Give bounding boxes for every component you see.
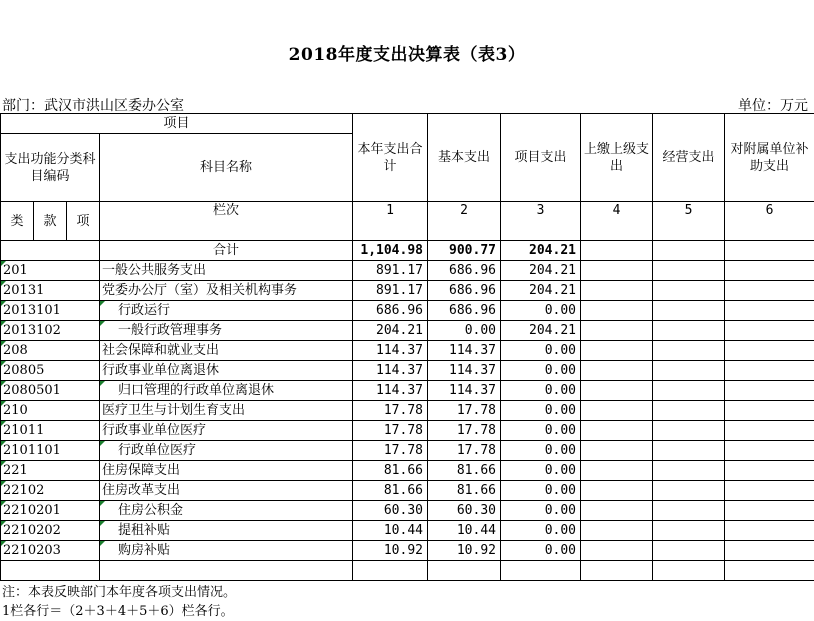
row-c6	[725, 401, 814, 421]
table-row	[1, 541, 814, 561]
row-code: 20131	[1, 281, 100, 301]
row-c4	[581, 501, 653, 521]
row-c1: 81.66	[353, 461, 428, 481]
row-code: 201	[1, 261, 100, 281]
header-subject-name: 科目名称	[100, 134, 353, 202]
row-c4	[581, 521, 653, 541]
row-c2: 17.78	[428, 441, 501, 461]
row-code: 20805	[1, 361, 100, 381]
row-name: 行政事业单位离退休	[100, 361, 353, 381]
row-c6	[725, 441, 814, 461]
row-c5	[653, 361, 725, 381]
row-c4	[581, 361, 653, 381]
row-c4	[581, 321, 653, 341]
row-name: 社会保障和就业支出	[100, 341, 353, 361]
row-c6	[725, 261, 814, 281]
table-row	[1, 281, 814, 301]
row-c2: 17.78	[428, 421, 501, 441]
col-number-1: 1	[353, 202, 428, 241]
row-code: 2013102	[1, 321, 100, 341]
row-c1: 891.17	[353, 261, 428, 281]
row-c4	[581, 281, 653, 301]
row-c4	[581, 441, 653, 461]
row-c6	[725, 321, 814, 341]
row-c2: 114.37	[428, 361, 501, 381]
row-c5	[653, 261, 725, 281]
col-number-5: 5	[653, 202, 725, 241]
row-c3: 0.00	[501, 461, 581, 481]
row-name: 住房保障支出	[100, 461, 353, 481]
row-c5	[653, 281, 725, 301]
row-c3: 0.00	[501, 361, 581, 381]
row-code: 221	[1, 461, 100, 481]
row-c1: 204.21	[353, 321, 428, 341]
row-c6	[725, 521, 814, 541]
row-c1: 114.37	[353, 381, 428, 401]
unit-label: 单位：万元	[738, 95, 808, 115]
notes	[2, 583, 236, 621]
row-c2: 686.96	[428, 261, 501, 281]
row-c1: 10.92	[353, 541, 428, 561]
row-c3: 0.00	[501, 301, 581, 321]
row-code: 21011	[1, 421, 100, 441]
table-row	[1, 521, 814, 541]
row-name: 住房公积金	[100, 501, 353, 521]
table-row	[1, 381, 814, 401]
header-project: 项目	[1, 114, 353, 134]
row-name: 住房改革支出	[100, 481, 353, 501]
row-c6	[725, 301, 814, 321]
note-line-2: 1栏各行＝（2＋3＋4＋5＋6）栏各行。	[2, 602, 236, 621]
col-number-3: 3	[501, 202, 581, 241]
header-col6: 对附属单位补助支出	[725, 114, 814, 202]
row-c3: 0.00	[501, 441, 581, 461]
row-c1: 60.30	[353, 501, 428, 521]
row-c5	[653, 441, 725, 461]
row-c1: 114.37	[353, 361, 428, 381]
row-c4	[581, 421, 653, 441]
row-c6	[725, 361, 814, 381]
row-c2: 81.66	[428, 481, 501, 501]
row-c5	[653, 321, 725, 341]
table-row	[1, 361, 814, 381]
row-c4	[581, 301, 653, 321]
row-code: 2210203	[1, 541, 100, 561]
header-lei: 类	[1, 202, 34, 241]
table-row	[1, 261, 814, 281]
row-c6	[725, 461, 814, 481]
row-name: 党委办公厅（室）及相关机构事务	[100, 281, 353, 301]
row-name: 一般公共服务支出	[100, 261, 353, 281]
total-c2: 900.77	[428, 241, 501, 261]
table-row	[1, 461, 814, 481]
row-c1: 81.66	[353, 481, 428, 501]
row-name: 提租补贴	[100, 521, 353, 541]
row-code: 22102	[1, 481, 100, 501]
row-c3: 204.21	[501, 321, 581, 341]
row-c3: 0.00	[501, 501, 581, 521]
row-name: 行政事业单位医疗	[100, 421, 353, 441]
header-col4: 上缴上级支出	[581, 114, 653, 202]
row-c3: 0.00	[501, 401, 581, 421]
row-c3: 204.21	[501, 281, 581, 301]
row-c4	[581, 541, 653, 561]
row-code: 2210201	[1, 501, 100, 521]
row-c5	[653, 541, 725, 561]
row-c1: 891.17	[353, 281, 428, 301]
row-c2: 17.78	[428, 401, 501, 421]
row-name: 行政单位医疗	[100, 441, 353, 461]
row-c6	[725, 381, 814, 401]
header-kuan: 款	[34, 202, 67, 241]
table-row	[1, 501, 814, 521]
row-c5	[653, 381, 725, 401]
row-c5	[653, 341, 725, 361]
row-c6	[725, 281, 814, 301]
row-name: 一般行政管理事务	[100, 321, 353, 341]
header-col1: 本年支出合计	[353, 114, 428, 202]
row-c2: 0.00	[428, 321, 501, 341]
row-c3: 0.00	[501, 521, 581, 541]
row-code: 2210202	[1, 521, 100, 541]
row-c4	[581, 261, 653, 281]
table-row	[1, 301, 814, 321]
header-xiang: 项	[67, 202, 100, 241]
header-col2: 基本支出	[428, 114, 501, 202]
table-row	[1, 441, 814, 461]
row-code: 2101101	[1, 441, 100, 461]
empty-row	[1, 561, 814, 581]
header-func-code: 支出功能分类科目编码	[1, 134, 100, 202]
row-c3: 0.00	[501, 341, 581, 361]
row-c3: 204.21	[501, 261, 581, 281]
row-c1: 17.78	[353, 441, 428, 461]
header-col5: 经营支出	[653, 114, 725, 202]
row-code: 208	[1, 341, 100, 361]
row-c5	[653, 301, 725, 321]
row-c5	[653, 421, 725, 441]
row-c2: 10.92	[428, 541, 501, 561]
col-number-4: 4	[581, 202, 653, 241]
row-c5	[653, 501, 725, 521]
row-c2: 10.44	[428, 521, 501, 541]
row-c6	[725, 481, 814, 501]
row-code: 210	[1, 401, 100, 421]
row-c5	[653, 401, 725, 421]
table-row	[1, 341, 814, 361]
row-c1: 10.44	[353, 521, 428, 541]
col-number-6: 6	[725, 202, 814, 241]
row-code: 2080501	[1, 381, 100, 401]
row-c6	[725, 541, 814, 561]
row-c4	[581, 401, 653, 421]
row-c1: 17.78	[353, 421, 428, 441]
row-name: 归口管理的行政单位离退休	[100, 381, 353, 401]
department-label: 部门：武汉市洪山区委办公室	[2, 95, 184, 115]
row-c4	[581, 481, 653, 501]
row-c2: 686.96	[428, 281, 501, 301]
row-c3: 0.00	[501, 481, 581, 501]
table-row	[1, 401, 814, 421]
note-line-1: 注：本表反映部门本年度各项支出情况。	[2, 583, 236, 602]
row-c6	[725, 421, 814, 441]
row-c6	[725, 341, 814, 361]
row-c2: 114.37	[428, 341, 501, 361]
row-name: 行政运行	[100, 301, 353, 321]
row-c3: 0.00	[501, 381, 581, 401]
row-c3: 0.00	[501, 541, 581, 561]
row-c1: 17.78	[353, 401, 428, 421]
row-c2: 60.30	[428, 501, 501, 521]
total-c3: 204.21	[501, 241, 581, 261]
page-title: 2018年度支出决算表（表3）	[0, 40, 814, 65]
header-col3: 项目支出	[501, 114, 581, 202]
expenditure-table	[0, 113, 814, 241]
table-row	[1, 421, 814, 441]
row-c1: 686.96	[353, 301, 428, 321]
total-row	[1, 241, 814, 261]
row-c3: 0.00	[501, 421, 581, 441]
row-code: 2013101	[1, 301, 100, 321]
row-c5	[653, 461, 725, 481]
row-c4	[581, 341, 653, 361]
row-name: 医疗卫生与计划生育支出	[100, 401, 353, 421]
col-number-2: 2	[428, 202, 501, 241]
row-c5	[653, 521, 725, 541]
total-c1: 1,104.98	[353, 241, 428, 261]
row-c6	[725, 501, 814, 521]
row-c4	[581, 381, 653, 401]
expenditure-body	[0, 240, 814, 581]
table-row	[1, 321, 814, 341]
row-name: 购房补贴	[100, 541, 353, 561]
lanci-label: 栏次	[100, 202, 353, 241]
row-c2: 114.37	[428, 381, 501, 401]
row-c2: 686.96	[428, 301, 501, 321]
table-row	[1, 481, 814, 501]
row-c4	[581, 461, 653, 481]
row-c2: 81.66	[428, 461, 501, 481]
total-label: 合计	[100, 241, 353, 261]
row-c1: 114.37	[353, 341, 428, 361]
row-c5	[653, 481, 725, 501]
